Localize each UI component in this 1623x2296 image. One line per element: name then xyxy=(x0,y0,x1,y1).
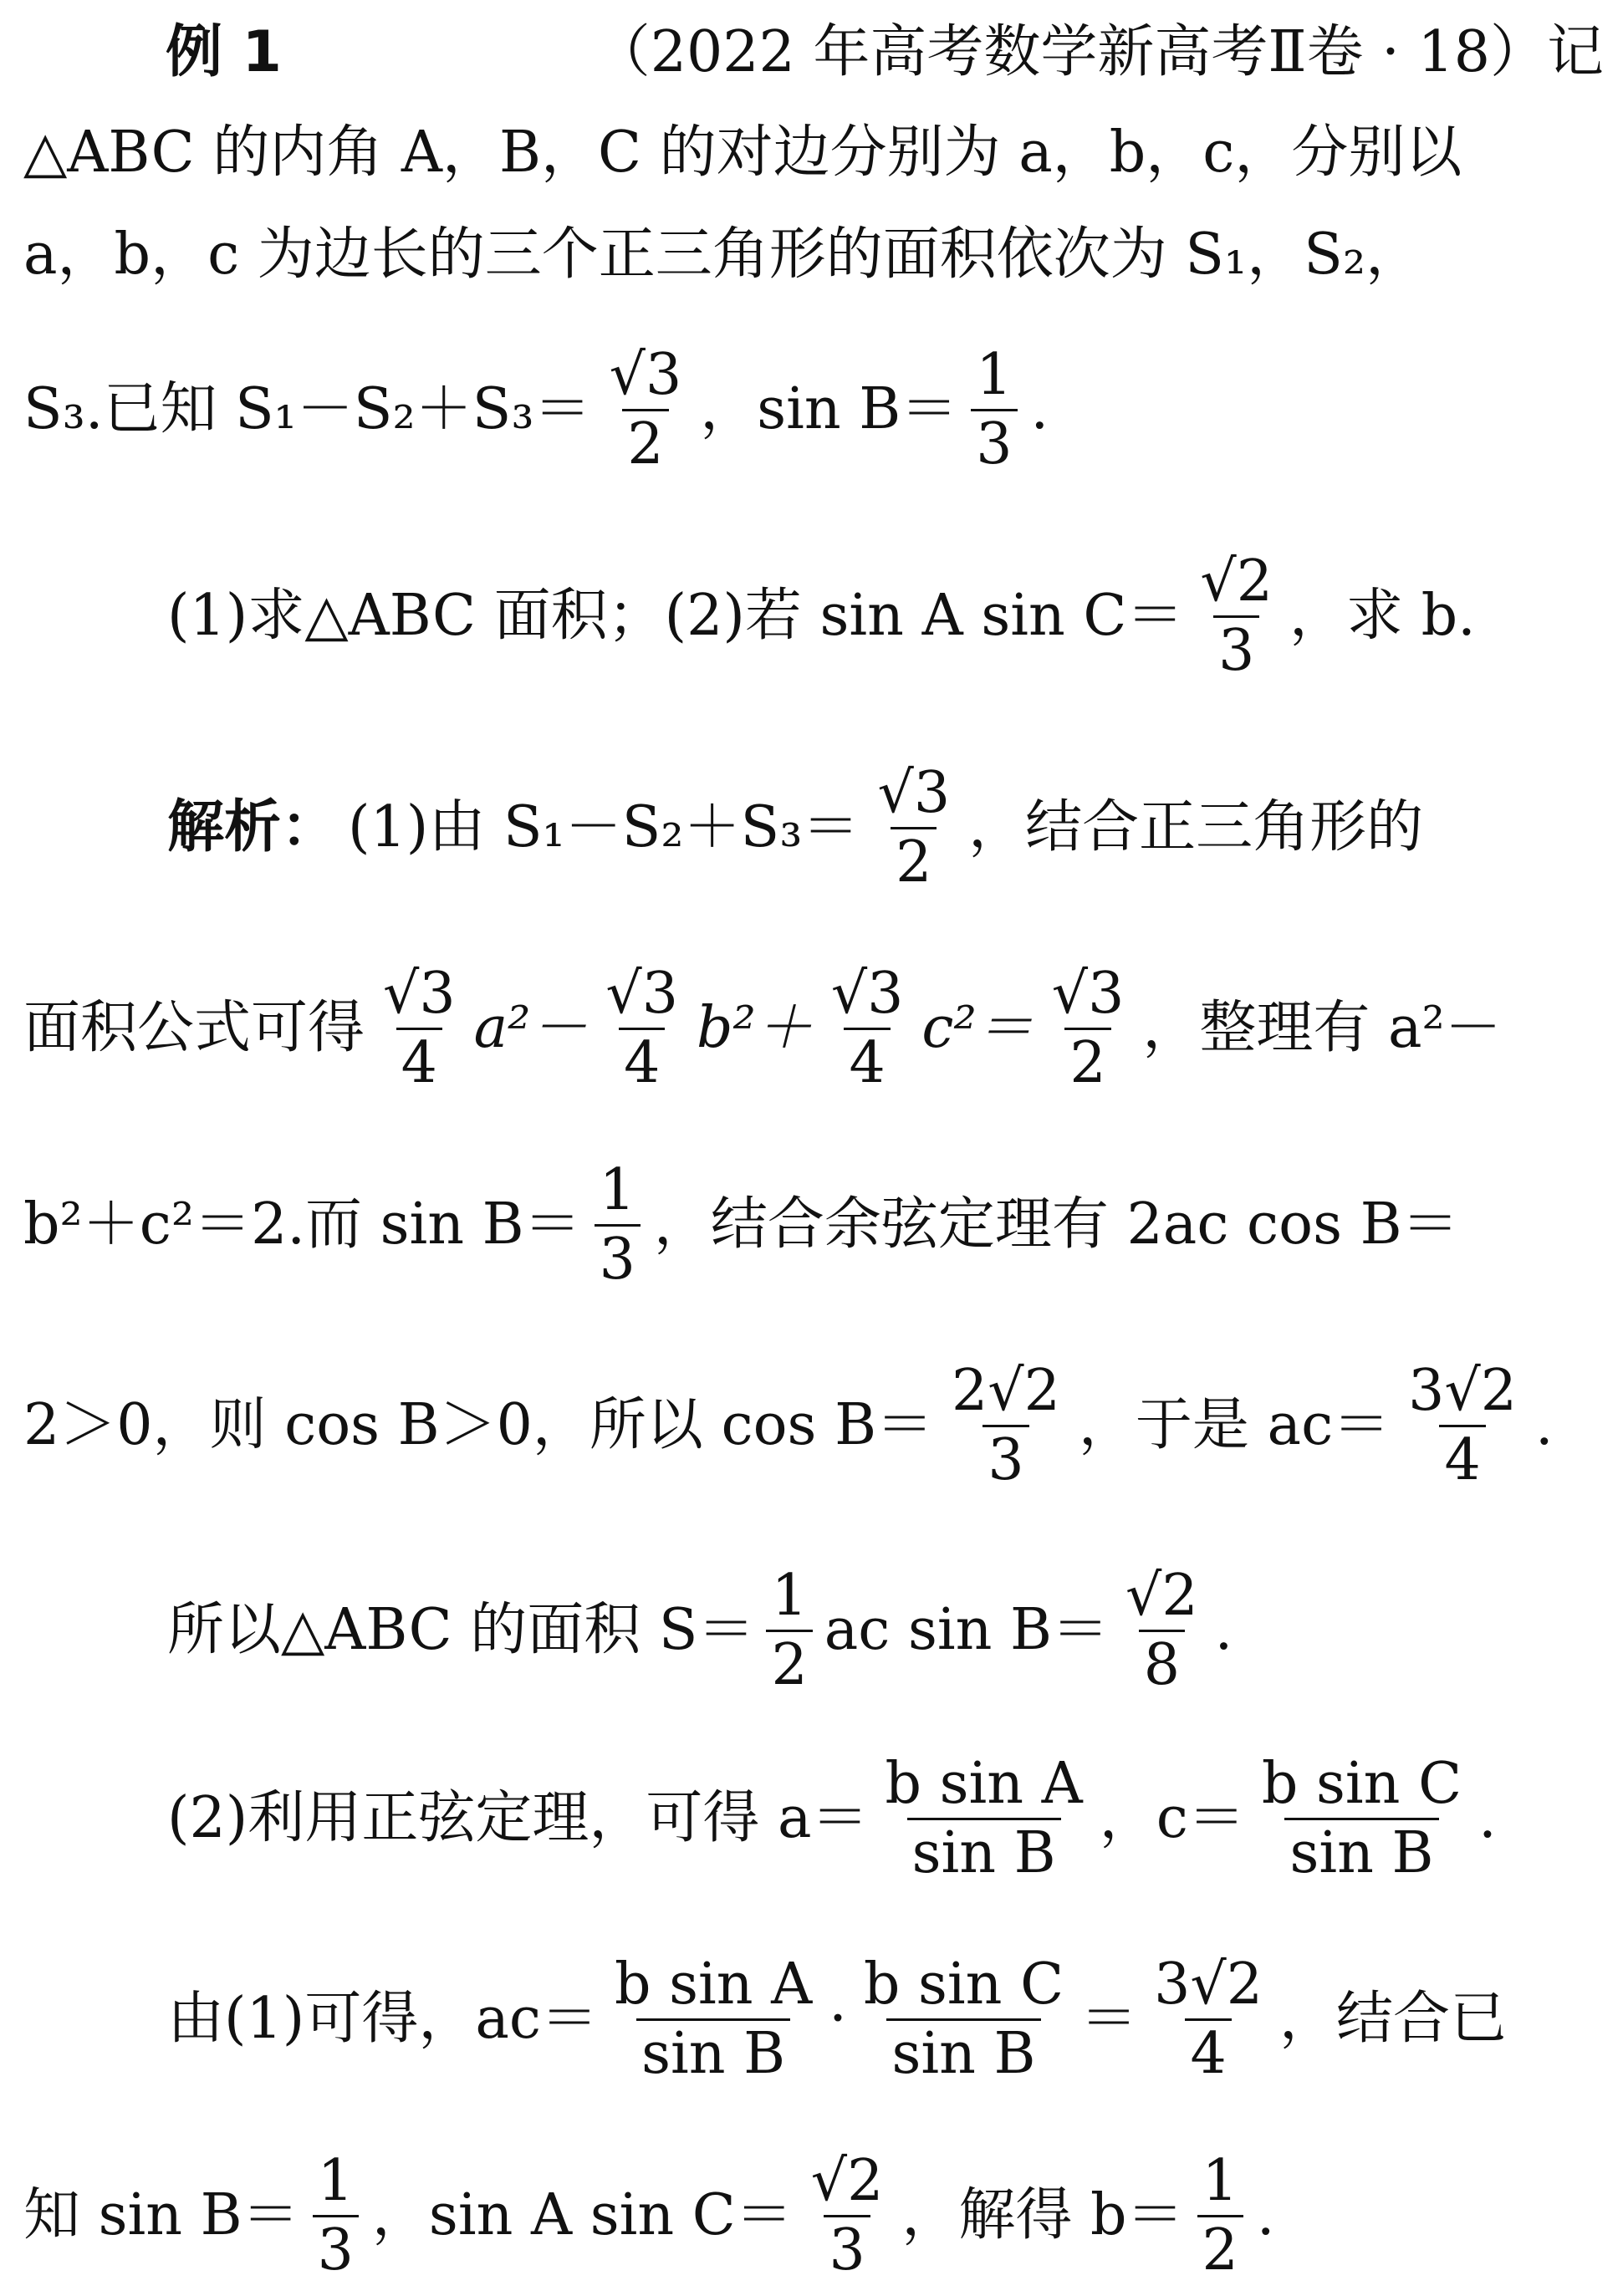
solution-text: ＝ xyxy=(1080,1986,1138,2052)
solution-text: ，整理有 a²－ xyxy=(1142,995,1502,1061)
example-line-1 xyxy=(23,0,1604,107)
example-text-3: a，b，c 为边长的三个正三角形的面积依次为 S₁，S₂， xyxy=(23,222,1423,288)
fraction: $\frac{√2}{3}$ xyxy=(1200,548,1273,684)
fraction: $\frac{√3}{4}$ xyxy=(605,960,679,1096)
solution-text: ，sin A sin C＝ xyxy=(371,2182,793,2248)
fraction: $\frac{1}{2}$ xyxy=(1197,2153,1243,2279)
solution-text: a²－ xyxy=(473,995,588,1061)
solution-text: 所以△ABC 的面积 S＝ xyxy=(167,1597,755,1663)
solution-line-3 xyxy=(23,1156,1604,1293)
solution-line-4 xyxy=(23,1357,1604,1493)
solution-line-8 xyxy=(23,2147,1604,2283)
example-text-4b: ，sin B＝ xyxy=(700,376,958,442)
fraction: $\frac{1}{2}$ xyxy=(766,1568,812,1694)
fraction: $\frac{1}{3}$ xyxy=(595,1162,641,1288)
example-line-3 xyxy=(23,201,1604,309)
fraction: $\frac{1}{3}$ xyxy=(971,347,1017,473)
solution-text: 2＞0，则 cos B＞0，所以 cos B＝ xyxy=(23,1392,934,1458)
fraction: $\frac{√2}{8}$ xyxy=(1125,1562,1198,1698)
solution-text: 知 sin B＝ xyxy=(23,2182,299,2248)
question-part2: ，求 b. xyxy=(1289,583,1476,649)
example-text-4a: S₃.已知 S₁－S₂＋S₃＝ xyxy=(23,376,591,442)
fraction: $\frac{√3}{2}$ xyxy=(609,341,682,477)
solution-text: ，c＝ xyxy=(1099,1785,1245,1851)
solution-label: 解析： xyxy=(167,794,339,860)
solution-text: ，解得 b＝ xyxy=(901,2182,1184,2248)
fraction: $\frac{√2}{3}$ xyxy=(810,2147,884,2283)
question-line xyxy=(167,548,1604,684)
solution-text: ，结合已 xyxy=(1279,1986,1508,2052)
solution-text: . xyxy=(1478,1785,1497,1851)
fraction: $\frac{3√2}{4}$ xyxy=(1408,1357,1518,1493)
solution-line-6 xyxy=(167,1750,1604,1886)
solution-text: b²＋ xyxy=(697,995,813,1061)
solution-text: ，结合余弦定理有 2ac cos B＝ xyxy=(653,1191,1459,1258)
example-label: 例 1 xyxy=(166,19,282,85)
solution-line-7 xyxy=(167,1951,1604,2087)
fraction: $\frac{√3}{2}$ xyxy=(1051,960,1125,1096)
solution-line-2 xyxy=(23,960,1604,1096)
solution-text: (2)利用正弦定理，可得 a＝ xyxy=(167,1785,869,1851)
fraction: $\frac{\text{b sin C}}{\text{sin B}}$ xyxy=(863,1951,1064,2087)
fraction: $\frac{3√2}{4}$ xyxy=(1154,1951,1263,2087)
example-text-4c: . xyxy=(1030,376,1049,442)
fraction: $\frac{1}{3}$ xyxy=(313,2153,359,2279)
example-line-2 xyxy=(23,99,1604,207)
solution-text: 面积公式可得 xyxy=(23,995,365,1061)
solution-text: ，结合正三角形的 xyxy=(968,794,1424,860)
example-source: （2022 年高考数学新高考Ⅱ卷 · 18）记 xyxy=(593,19,1604,85)
fraction: $\frac{\text{b sin C}}{\text{sin B}}$ xyxy=(1261,1750,1462,1886)
solution-text: . xyxy=(1256,2182,1275,2248)
solution-text: b²＋c²＝2.而 sin B＝ xyxy=(23,1191,581,1258)
solution-text: ，于是 ac＝ xyxy=(1078,1392,1391,1458)
solution-text: . xyxy=(1535,1392,1554,1458)
solution-line-5 xyxy=(167,1562,1604,1698)
solution-text: c²＝ xyxy=(921,995,1034,1061)
example-text-2: △ABC 的内角 A，B，C 的对边分别为 a，b，c，分别以 xyxy=(23,120,1462,186)
solution-text: ac sin B＝ xyxy=(824,1597,1110,1663)
solution-text: · xyxy=(829,1986,847,2052)
fraction: $\frac{2√2}{3}$ xyxy=(952,1357,1060,1493)
example-line-4 xyxy=(23,341,1604,477)
solution-line-1 xyxy=(167,759,1604,895)
solution-text: 由(1)可得，ac＝ xyxy=(167,1986,598,2052)
fraction: $\frac{\text{b sin A}}{\text{sin B}}$ xyxy=(614,1951,813,2087)
solution-text: . xyxy=(1214,1597,1233,1663)
fraction: $\frac{\text{b sin A}}{\text{sin B}}$ xyxy=(885,1750,1083,1886)
fraction: $\frac{√3}{4}$ xyxy=(383,960,456,1096)
solution-text: (1)由 S₁－S₂＋S₃＝ xyxy=(348,794,860,860)
question-part1: (1)求△ABC 面积；(2)若 sin A sin C＝ xyxy=(167,583,1184,649)
fraction: $\frac{√3}{2}$ xyxy=(877,759,951,895)
fraction: $\frac{√3}{4}$ xyxy=(830,960,904,1096)
